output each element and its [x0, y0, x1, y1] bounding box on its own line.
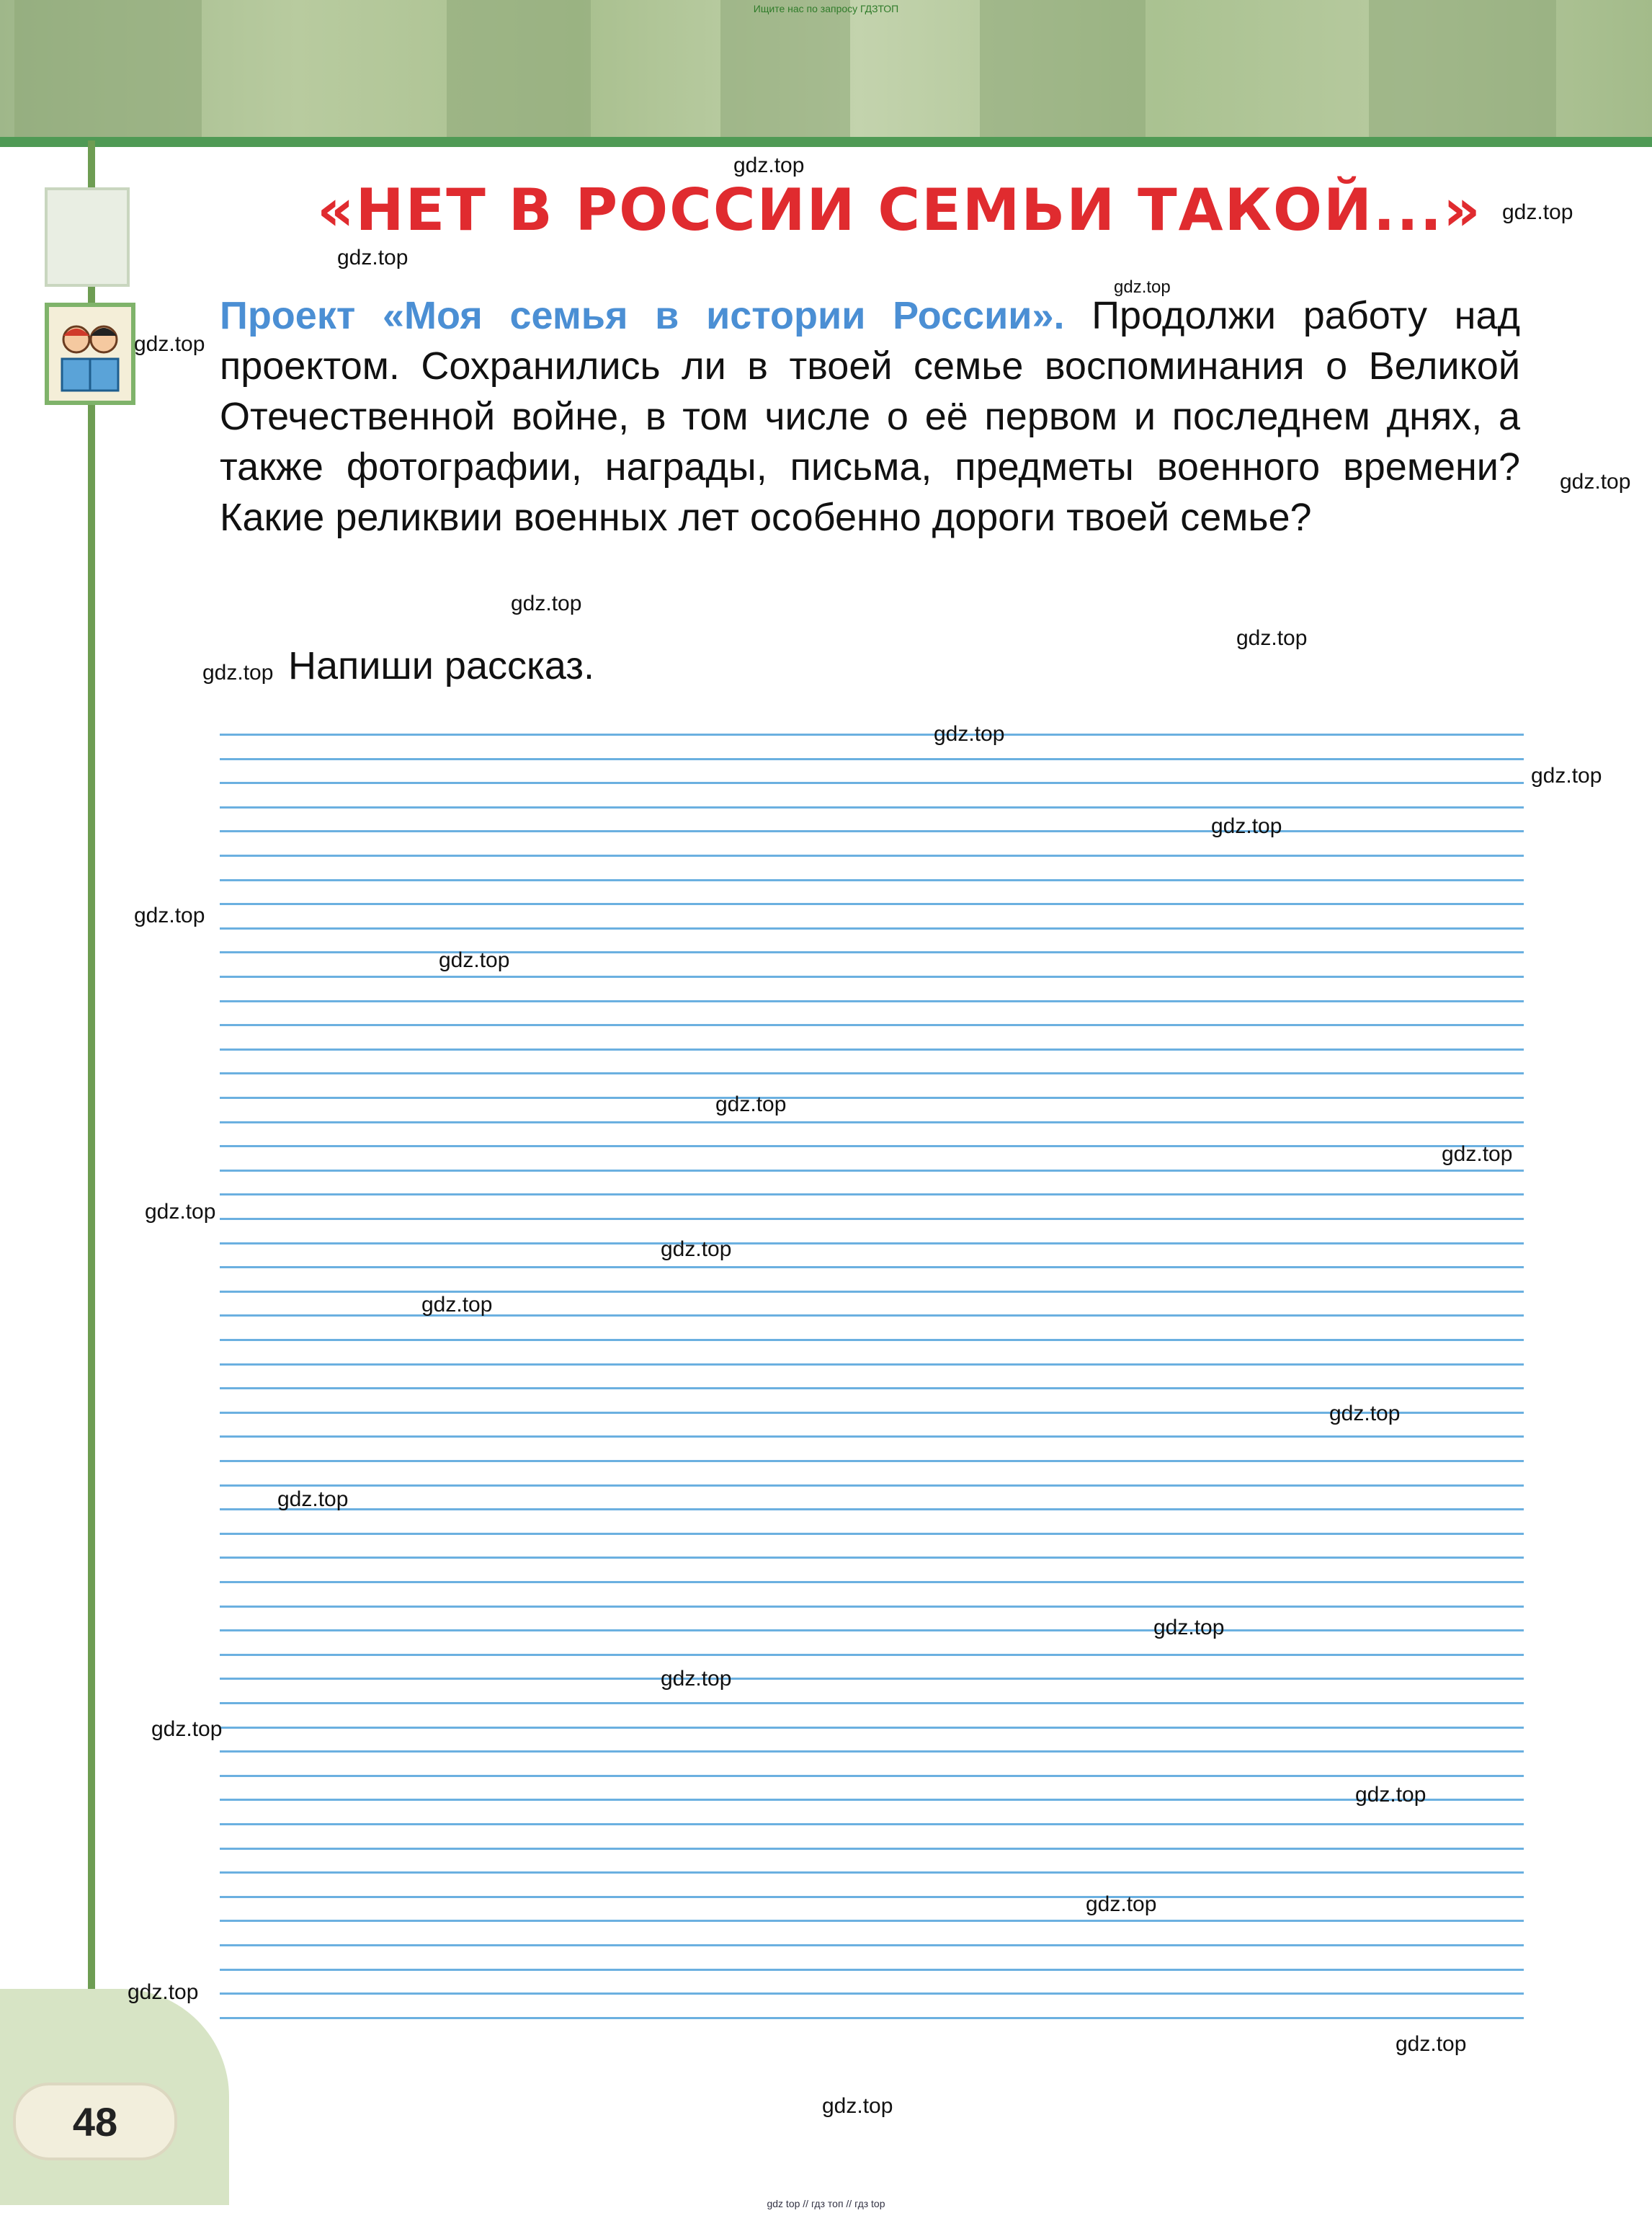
writing-line[interactable] — [220, 1848, 1524, 1850]
writing-line[interactable] — [220, 1484, 1524, 1487]
watermark: gdz.top — [337, 246, 408, 270]
project-label: Проект «Моя семья в истории России». — [220, 294, 1065, 337]
header-photo-medal — [14, 0, 202, 137]
writing-line[interactable] — [220, 1557, 1524, 1559]
watermark: gdz.top — [822, 2094, 893, 2118]
writing-line[interactable] — [220, 806, 1524, 809]
task-instruction: Напиши рассказ. — [288, 644, 594, 687]
watermark: gdz.top — [1560, 470, 1631, 494]
writing-line[interactable] — [220, 1000, 1524, 1002]
writing-line[interactable] — [220, 1314, 1524, 1317]
writing-line[interactable] — [220, 1581, 1524, 1583]
writing-line[interactable] — [220, 1775, 1524, 1777]
watermark: gdz.top — [421, 1293, 493, 1317]
bottom-note: gdz top // гдз топ // гдз top — [767, 2198, 885, 2209]
writing-line[interactable] — [220, 1896, 1524, 1898]
writing-line[interactable] — [220, 830, 1524, 832]
writing-line[interactable] — [220, 1750, 1524, 1753]
header-divider — [0, 137, 1652, 147]
watermark: gdz.top — [1329, 1402, 1401, 1425]
writing-line[interactable] — [220, 1363, 1524, 1366]
watermark: gdz.top — [661, 1667, 732, 1691]
watermark: gdz.top — [128, 1980, 199, 2004]
watermark: gdz.top — [1236, 626, 1308, 650]
writing-line[interactable] — [220, 1533, 1524, 1535]
watermark: gdz.top — [1086, 1892, 1157, 1916]
task-text: Продолжи работу над проектом. Сохранились ли в твоей семье воспоминания о Великой Отечественной войне, в том числе о её первом и последнем днях, а также фотографии, награды, письма, предметы военного времени? Какие реликвии военных лет особенно дороги твоей семье? — [220, 294, 1520, 539]
writing-line[interactable] — [220, 758, 1524, 760]
watermark: gdz.top — [439, 948, 510, 972]
writing-line[interactable] — [220, 1412, 1524, 1414]
writing-line[interactable] — [220, 1435, 1524, 1438]
watermark: gdz.top — [1502, 200, 1573, 224]
page-number: 48 — [72, 2098, 118, 2145]
writing-line[interactable] — [220, 1944, 1524, 1946]
writing-line[interactable] — [220, 1266, 1524, 1268]
writing-line[interactable] — [220, 1145, 1524, 1147]
writing-line[interactable] — [220, 1024, 1524, 1026]
writing-line[interactable] — [220, 951, 1524, 953]
watermark: gdz.top — [202, 661, 274, 685]
writing-line[interactable] — [220, 1823, 1524, 1825]
writing-line[interactable] — [220, 1170, 1524, 1172]
writing-line[interactable] — [220, 1799, 1524, 1801]
task-paragraph — [220, 290, 1520, 543]
watermark: gdz.top — [1211, 814, 1282, 838]
watermark: gdz.top — [1442, 1142, 1513, 1166]
writing-line[interactable] — [220, 1072, 1524, 1074]
writing-line[interactable] — [220, 1242, 1524, 1244]
writing-line[interactable] — [220, 1460, 1524, 1462]
watermark: gdz.top — [151, 1717, 223, 1741]
writing-line[interactable] — [220, 1727, 1524, 1729]
writing-line[interactable] — [220, 1629, 1524, 1631]
writing-line[interactable] — [220, 1048, 1524, 1051]
writing-line[interactable] — [220, 1218, 1524, 1220]
watermark: gdz.top — [661, 1237, 732, 1261]
watermark: gdz.top — [1114, 277, 1171, 297]
writing-line[interactable] — [220, 1606, 1524, 1608]
header-photo-portrait — [720, 0, 850, 137]
top-note: Ищите нас по запросу ГДЗТОП — [753, 3, 899, 14]
project-reading-icon — [45, 303, 135, 405]
header-photo-portrait — [447, 0, 591, 137]
watermark: gdz.top — [511, 592, 582, 615]
watermark: gdz.top — [715, 1092, 787, 1116]
writing-line[interactable] — [220, 1969, 1524, 1971]
watermark: gdz.top — [733, 153, 805, 177]
watermark: gdz.top — [1531, 764, 1602, 788]
watermark: gdz.top — [1153, 1616, 1225, 1639]
watermark: gdz.top — [1396, 2032, 1467, 2056]
writing-line[interactable] — [220, 879, 1524, 881]
writing-line[interactable] — [220, 2017, 1524, 2019]
watermark: gdz.top — [1355, 1783, 1426, 1807]
side-marker — [45, 187, 130, 287]
writing-line[interactable] — [220, 1339, 1524, 1341]
writing-line[interactable] — [220, 734, 1524, 736]
writing-line[interactable] — [220, 976, 1524, 978]
writing-line[interactable] — [220, 1654, 1524, 1656]
watermark: gdz.top — [277, 1487, 349, 1511]
writing-line[interactable] — [220, 1193, 1524, 1195]
watermark: gdz.top — [145, 1200, 216, 1224]
watermark: gdz.top — [134, 332, 205, 356]
writing-line[interactable] — [220, 927, 1524, 930]
writing-line[interactable] — [220, 1702, 1524, 1704]
writing-line[interactable] — [220, 903, 1524, 905]
writing-line[interactable] — [220, 1508, 1524, 1510]
watermark: gdz.top — [134, 904, 205, 927]
writing-line[interactable] — [220, 1121, 1524, 1123]
header-photo-portrait — [980, 0, 1146, 137]
writing-line[interactable] — [220, 1387, 1524, 1389]
header-photo-portrait — [1369, 0, 1556, 137]
writing-line[interactable] — [220, 1871, 1524, 1874]
page-title: «НЕТ В РОССИИ СЕМЬИ ТАКОЙ...» — [317, 177, 1482, 244]
writing-line[interactable] — [220, 1920, 1524, 1922]
left-margin-rule — [88, 141, 95, 2144]
writing-line[interactable] — [220, 1291, 1524, 1293]
writing-line[interactable] — [220, 1992, 1524, 1995]
writing-line[interactable] — [220, 1097, 1524, 1099]
watermark: gdz.top — [934, 722, 1005, 746]
writing-line[interactable] — [220, 782, 1524, 784]
writing-line[interactable] — [220, 1678, 1524, 1680]
writing-line[interactable] — [220, 855, 1524, 857]
